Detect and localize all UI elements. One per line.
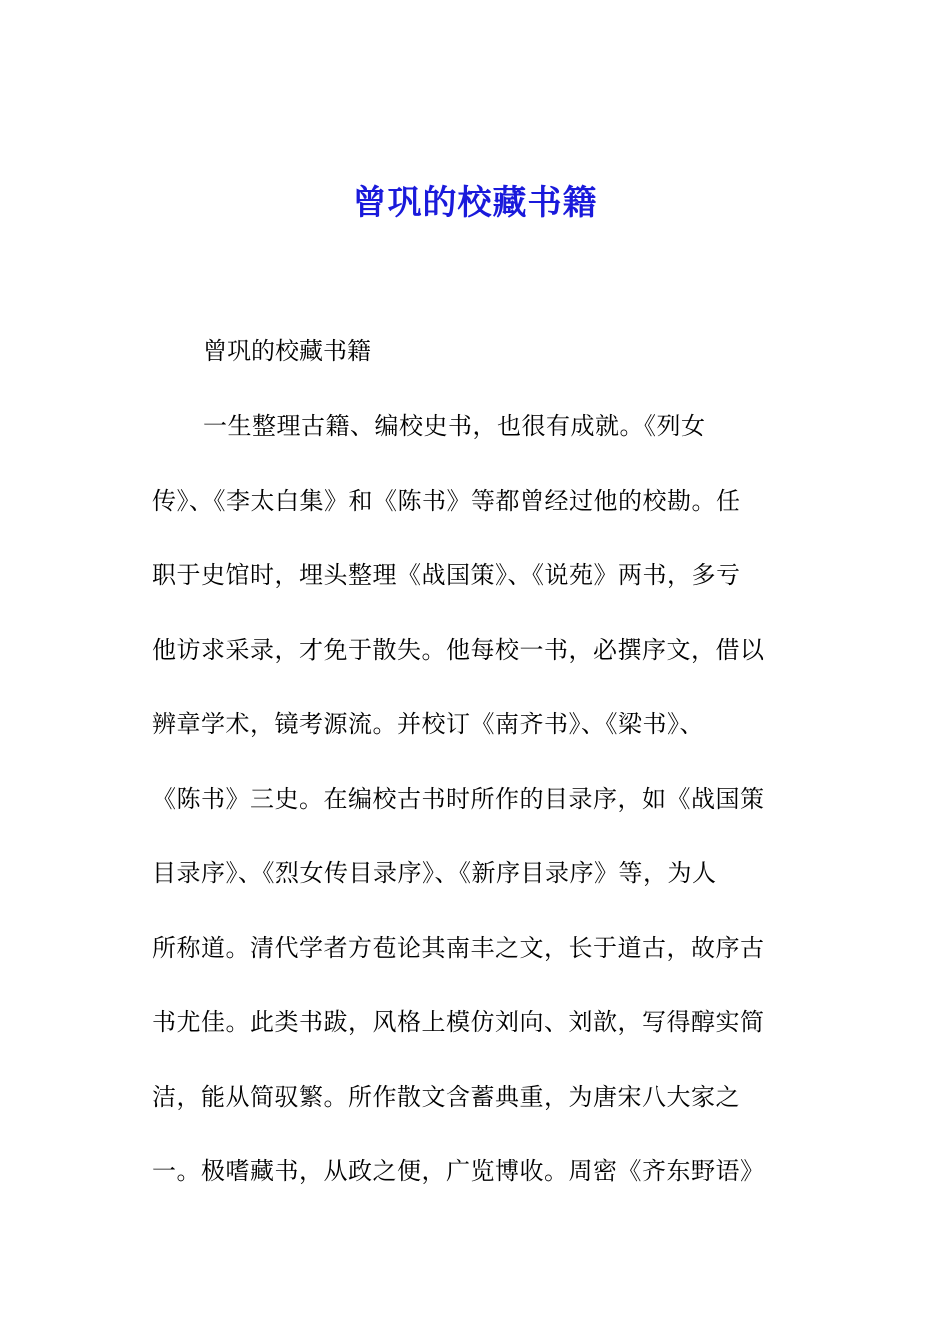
body-line: 所称道。清代学者方苞论其南丰之文，长于道古，故序古 <box>152 934 765 962</box>
body-line: 辨章学术，镜考源流。并校订《南齐书》、《梁书》、 <box>152 710 704 738</box>
body-line: 他访求采录，才免于散失。他每校一书，必撰序文，借以 <box>152 636 765 664</box>
body-line: 洁，能从简驭繁。所作散文含蓄典重，为唐宋八大家之 <box>152 1083 740 1111</box>
page-title: 曾巩的校藏书籍 <box>352 183 598 223</box>
body-line: 一生整理古籍、编校史书，也很有成就。《列女 <box>203 412 706 440</box>
body-line: 职于史馆时，埋头整理《战国策》、《说苑》两书，多亏 <box>152 561 741 589</box>
body-line: 书尤佳。此类书跋，风格上模仿刘向、刘歆，写得醇实简 <box>152 1008 765 1036</box>
body-line: 一。极嗜藏书，从政之便，广览博收。周密《齐东野语》 <box>152 1157 765 1185</box>
body-line: 传》、《李太白集》和《陈书》等都曾经过他的校勘。任 <box>152 487 741 515</box>
body-line: 目录序》、《烈女传目录序》、《新序目录序》等，为人 <box>152 859 717 887</box>
document-subtitle: 曾巩的校藏书籍 <box>203 337 371 365</box>
body-line: 《陈书》三史。在编校古书时所作的目录序，如《战国策 <box>152 785 765 813</box>
